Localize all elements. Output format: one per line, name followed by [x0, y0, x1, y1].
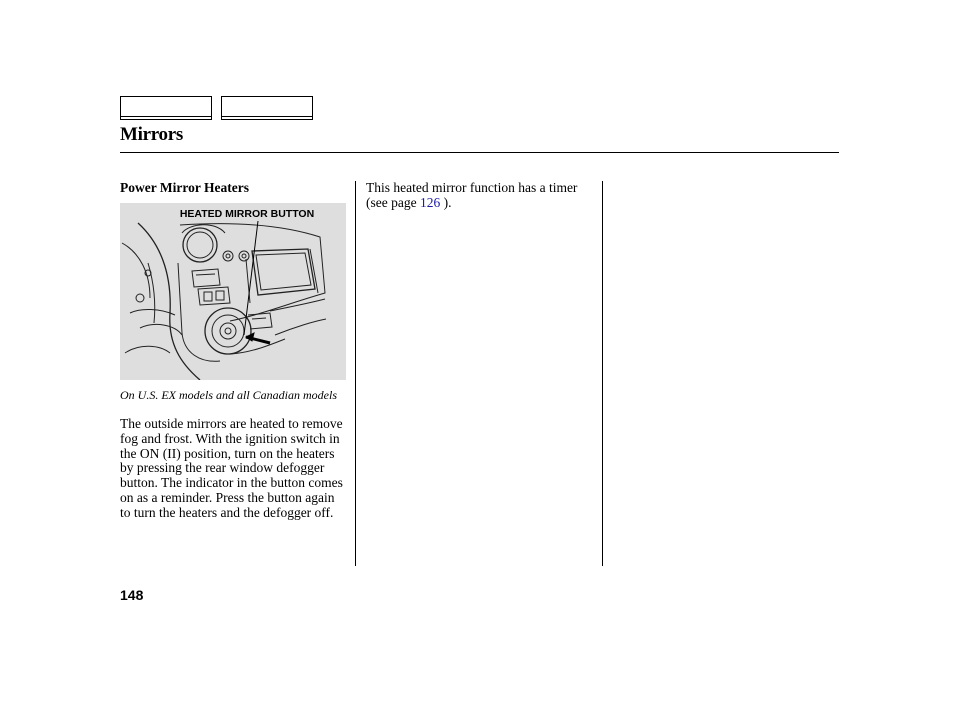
page-reference-link[interactable]: 126 [419, 194, 441, 210]
dashboard-drawing [120, 203, 346, 380]
column-divider-2 [602, 181, 603, 566]
dashboard-illustration [120, 203, 346, 380]
nav-button-previous[interactable] [120, 96, 212, 120]
nav-button-next[interactable] [221, 96, 313, 120]
title-divider [120, 152, 839, 153]
figure-label: HEATED MIRROR BUTTON [179, 208, 315, 220]
section-heading: Power Mirror Heaters [120, 180, 249, 195]
timer-note-text: This heated mirror function has a timer (see page [366, 180, 578, 210]
column-divider-1 [355, 181, 356, 566]
page-title: Mirrors [120, 124, 183, 145]
figure-caption: On U.S. EX models and all Canadian models [120, 388, 337, 402]
timer-note [366, 181, 591, 211]
timer-note-end: ). [440, 194, 452, 210]
page-number: 148 [120, 587, 144, 603]
body-paragraph: The outside mirrors are heated to remove fog and frost. With the ignition switch in the ON (II) position, turn on the heaters by pressing the rear window defogger button. The indicator in the button comes on as a reminder. Press the button again to turn the heaters and the defogger off. [120, 416, 343, 520]
